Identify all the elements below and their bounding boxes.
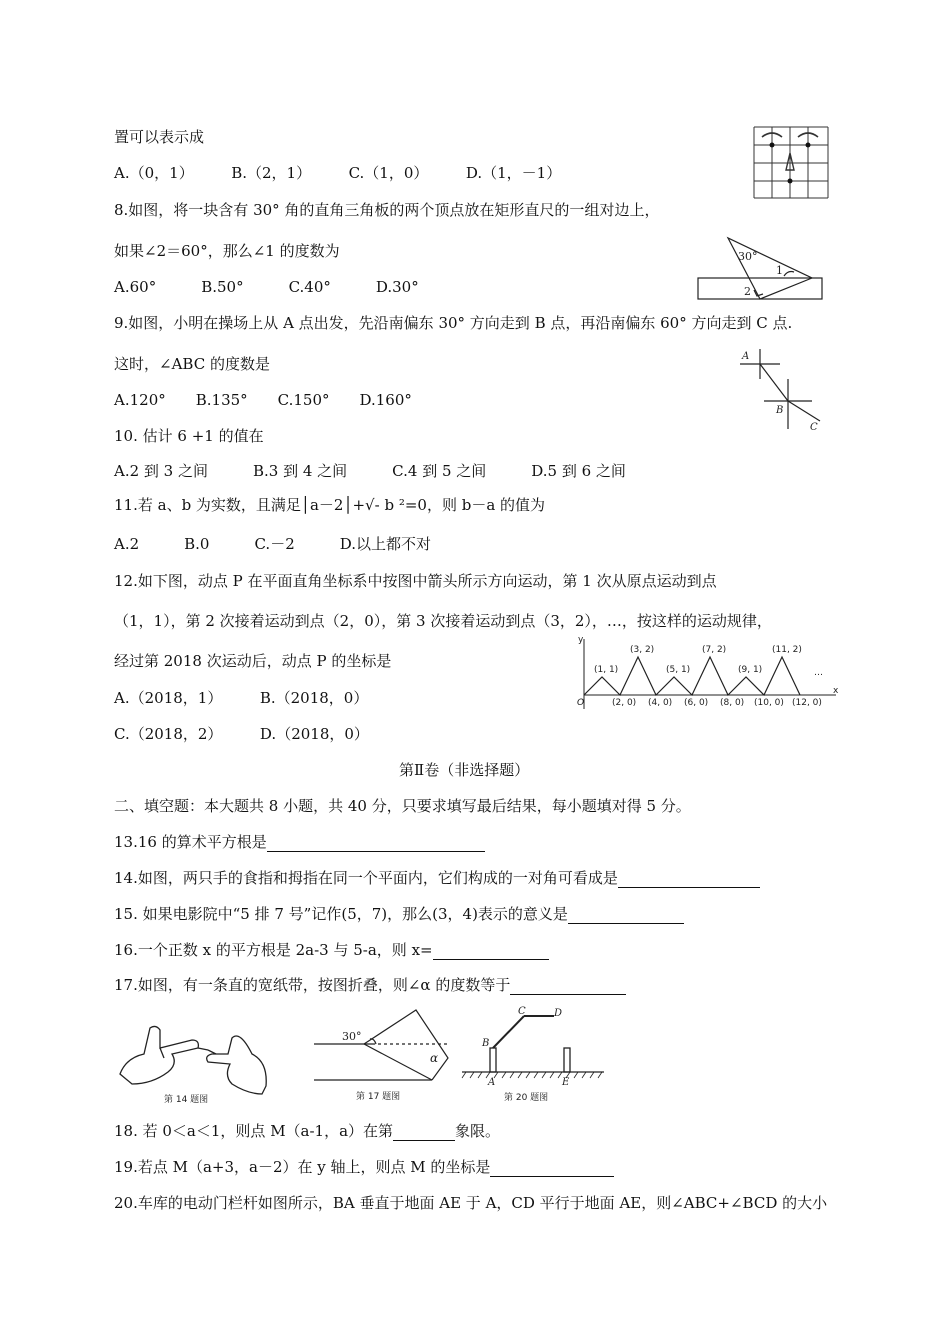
angle-30-label: 30°: [738, 250, 758, 263]
q11-options: A.2 B.0 C.－2 D.以上都不对: [114, 535, 431, 553]
question-14: [114, 868, 760, 888]
question-19: [114, 1157, 614, 1177]
q13-text: 13.16 的算术平方根是: [114, 833, 267, 851]
question-16: [114, 940, 549, 960]
point-label: (7, 2): [702, 645, 727, 655]
section-instructions: 二、填空题：本大题共 8 小题，共 40 分，只要求填写最后结果，每小题填对得 5 分。: [114, 797, 691, 815]
q12-options-cd: C.（2018，2） D.（2018，0）: [114, 725, 369, 743]
q12-options-ab: A.（2018，1） B.（2018，0）: [114, 689, 369, 707]
answer-blank[interactable]: [393, 1124, 455, 1141]
point-label: (8, 0): [720, 698, 745, 708]
question-20: 20.车库的电动门栏杆如图所示，BA 垂直于地面 AE 于 A，CD 平行于地面 AE，则∠ABC+∠BCD 的大小: [114, 1194, 828, 1212]
answer-blank[interactable]: [433, 943, 549, 960]
question-9-line2: 这时，∠ABC 的度数是: [114, 355, 270, 373]
ellipsis-label: …: [814, 668, 823, 678]
q19-text: 19.若点 M（a+3，a－2）在 y 轴上，则点 M 的坐标是: [114, 1158, 491, 1176]
question-12: 12.如下图，动点 P 在平面直角坐标系中按图中箭头所示方向运动，第 1 次从原点运动到点: [114, 572, 717, 590]
point-d-label: D: [554, 1008, 563, 1019]
question-18: [114, 1121, 500, 1141]
point-c-label: C: [518, 1006, 526, 1017]
answer-blank[interactable]: [568, 907, 684, 924]
angle-2-label: 2: [744, 285, 751, 298]
q16-text: 16.一个正数 x 的平方根是 2a-3 与 5-a，则 x=: [114, 941, 433, 959]
point-a-label: A: [742, 351, 750, 362]
origin-label: O: [577, 698, 585, 708]
point-label: (5, 1): [666, 665, 691, 675]
q10-options: A.2 到 3 之间 B.3 到 4 之间 C.4 到 5 之间 D.5 到 6 之间: [114, 462, 626, 480]
point-e-label: E: [562, 1077, 570, 1088]
y-axis-label: y: [578, 637, 584, 645]
q17-text: 17.如图，有一条直的宽纸带，按图折叠，则∠α 的度数等于: [114, 976, 511, 994]
point-b-label: B: [776, 405, 784, 416]
point-label: (12, 0): [792, 698, 822, 708]
point-c-label: C: [810, 422, 818, 431]
angle-1-label: 1: [776, 264, 783, 277]
section-title: 第Ⅱ卷（非选择题）: [399, 761, 530, 779]
question-8-line2: 如果∠2＝60°，那么∠1 的度数为: [114, 242, 340, 260]
q7-options: A.（0，1） B.（2，1） C.（1，0） D.（1，－1）: [114, 164, 562, 182]
answer-blank[interactable]: [618, 871, 760, 888]
point-label: (1, 1): [594, 665, 619, 675]
point-label: (10, 0): [754, 698, 784, 708]
question-9: 9.如图，小明在操场上从 A 点出发，先沿南偏东 30° 方向走到 B 点，再沿南偏东 60° 方向走到 C 点.: [114, 314, 793, 332]
point-label: (2, 0): [612, 698, 637, 708]
zigzag-path-figure: [572, 637, 840, 711]
question-12-line2: （1，1），第 2 次接着运动到点（2，0），第 3 次接着运动到点（3，2），…，按这样的运动规律，: [114, 612, 772, 630]
question-11: 11.若 a、b 为实数，且满足│a－2│+√- b ²=0，则 b－a 的值为: [114, 496, 546, 514]
q9-options: A.120° B.135° C.150° D.160°: [114, 391, 412, 409]
gate-barrier-figure: [458, 1006, 608, 1104]
folded-strip-figure: [312, 1004, 452, 1104]
ruler-triangle-figure: [694, 232, 826, 302]
question-7-tail: 置可以表示成: [114, 128, 205, 146]
q18-text: 18. 若 0＜a＜1，则点 M（a-1，a）在第: [114, 1122, 394, 1140]
direction-figure: [734, 343, 826, 431]
question-17: [114, 975, 626, 995]
hands-figure: [112, 1014, 278, 1106]
figure-caption: 第 14 题图: [164, 1095, 209, 1105]
figure-caption: 第 20 题图: [504, 1093, 549, 1103]
face-grid-figure: [752, 125, 832, 200]
point-label: (9, 1): [738, 665, 763, 675]
point-a-label: A: [488, 1077, 496, 1088]
point-b-label: B: [482, 1038, 490, 1049]
point-label: (3, 2): [630, 645, 655, 655]
figure-caption: 第 17 题图: [356, 1092, 401, 1102]
question-13: [114, 832, 485, 852]
q18-text-end: 象限。: [455, 1122, 501, 1140]
q14-text: 14.如图，两只手的食指和拇指在同一个平面内，它们构成的一对角可看成是: [114, 869, 618, 887]
question-8: 8.如图，将一块含有 30° 角的直角三角板的两个顶点放在矩形直尺的一组对边上，: [114, 201, 660, 219]
x-axis-label: x: [833, 686, 839, 696]
point-label: (6, 0): [684, 698, 709, 708]
answer-blank[interactable]: [490, 1160, 614, 1177]
alpha-label: α: [430, 1051, 439, 1065]
question-12-line3: 经过第 2018 次运动后，动点 P 的坐标是: [114, 652, 392, 670]
question-10: 10. 估计 6 +1 的值在: [114, 427, 264, 445]
answer-blank[interactable]: [267, 835, 485, 852]
point-label: (4, 0): [648, 698, 673, 708]
point-label: (11, 2): [772, 645, 802, 655]
q15-text: 15. 如果电影院中“5 排 7 号”记作(5，7)，那么(3，4)表示的意义是: [114, 905, 568, 923]
angle-30-label: 30°: [342, 1030, 362, 1043]
q8-options: A.60° B.50° C.40° D.30°: [114, 278, 419, 296]
question-15: [114, 904, 684, 924]
answer-blank[interactable]: [510, 978, 626, 995]
